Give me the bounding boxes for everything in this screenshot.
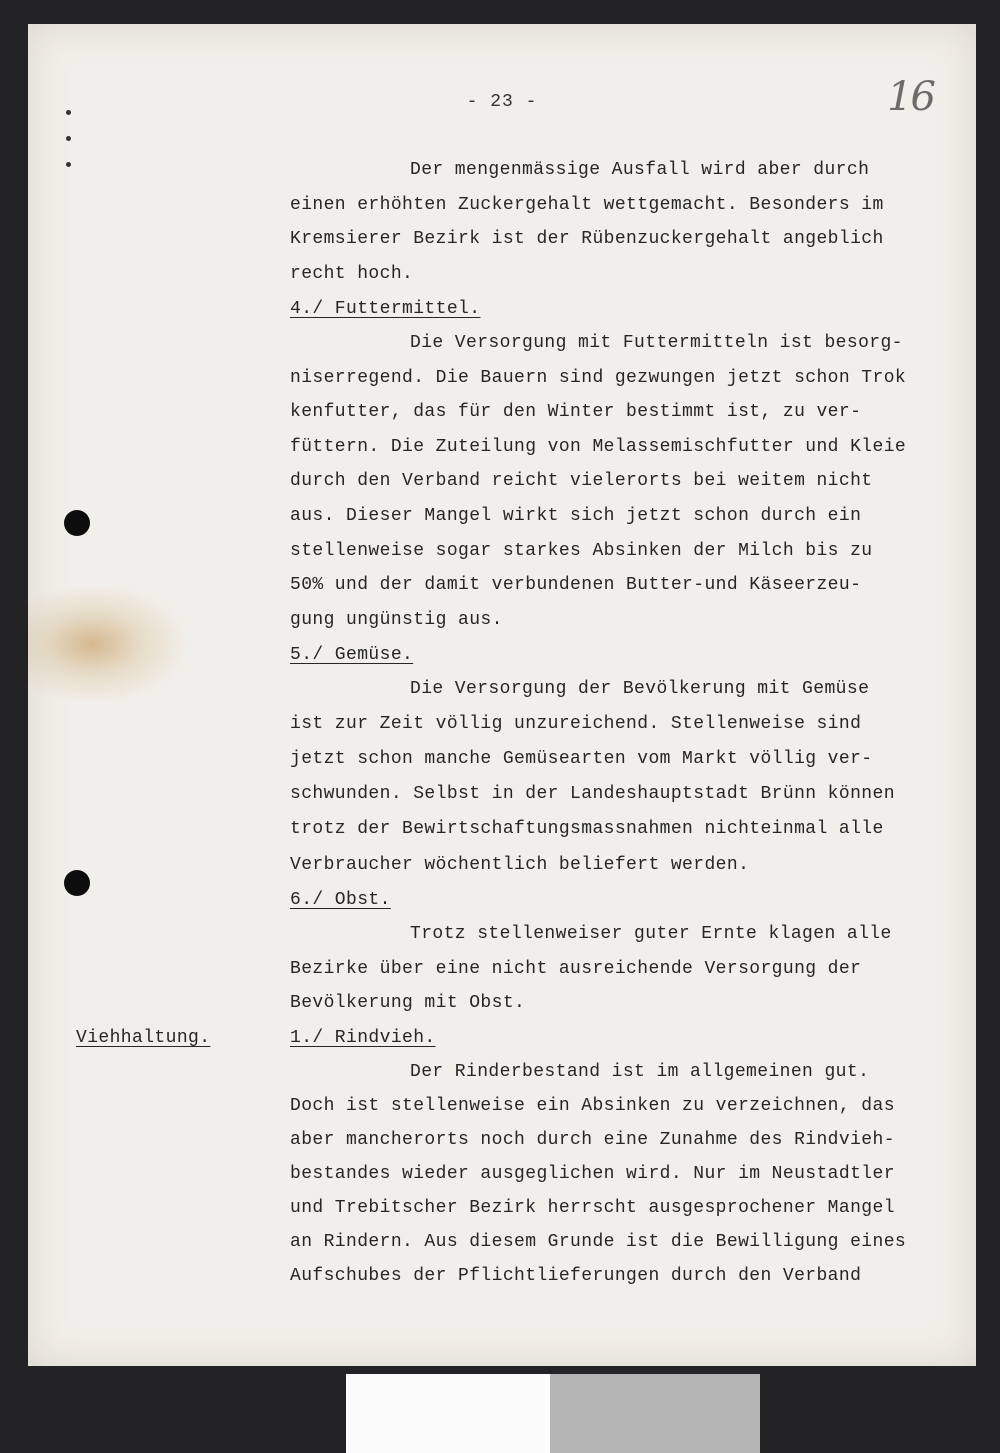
margin-mark bbox=[66, 136, 71, 141]
text-line: aber mancherorts noch durch eine Zunahme des Rindvieh- bbox=[290, 1130, 895, 1150]
text-line: einen erhöhten Zuckergehalt wettgemacht. Besonders im bbox=[290, 195, 884, 215]
section-heading: 1./ Rindvieh. bbox=[290, 1028, 436, 1048]
text-line: Bezirke über eine nicht ausreichende Versorgung der bbox=[290, 959, 862, 979]
text-line: Die Versorgung der Bevölkerung mit Gemüse bbox=[410, 679, 870, 699]
punch-hole bbox=[64, 510, 90, 536]
text-line: Doch ist stellenweise ein Absinken zu verzeichnen, das bbox=[290, 1096, 895, 1116]
text-line: Kremsierer Bezirk ist der Rübenzuckergehalt angeblich bbox=[290, 229, 884, 249]
text-line: durch den Verband reicht vielerorts bei weitem nicht bbox=[290, 471, 873, 491]
water-stain bbox=[28, 584, 188, 704]
margin-mark bbox=[66, 162, 71, 167]
punch-hole bbox=[64, 870, 90, 896]
text-line: Trotz stellenweiser guter Ernte klagen alle bbox=[410, 924, 892, 944]
text-line: stellenweise sogar starkes Absinken der Milch bis zu bbox=[290, 541, 873, 561]
calibration-patch-white bbox=[346, 1374, 550, 1453]
text-line: kenfutter, das für den Winter bestimmt ist, zu ver- bbox=[290, 402, 862, 422]
text-line: gung ungünstig aus. bbox=[290, 610, 503, 630]
margin-heading: Viehhaltung. bbox=[76, 1028, 211, 1048]
text-line: ist zur Zeit völlig unzureichend. Stellenweise sind bbox=[290, 714, 862, 734]
text-line: jetzt schon manche Gemüsearten vom Markt völlig ver- bbox=[290, 749, 873, 769]
text-line: 50% und der damit verbundenen Butter-und Käseerzeu- bbox=[290, 575, 862, 595]
page-number: - 23 - bbox=[466, 92, 538, 112]
text-line: Der mengenmässige Ausfall wird aber durch bbox=[410, 160, 870, 180]
text-line: füttern. Die Zuteilung von Melassemischfutter und Kleie bbox=[290, 437, 907, 457]
text-line: Die Versorgung mit Futtermitteln ist besorg- bbox=[410, 333, 903, 353]
document-page bbox=[28, 24, 976, 1366]
folio-number: 16 bbox=[887, 74, 934, 120]
section-heading: 4./ Futtermittel. bbox=[290, 299, 481, 319]
text-line: Bevölkerung mit Obst. bbox=[290, 993, 526, 1013]
text-line: recht hoch. bbox=[290, 264, 414, 284]
text-line: niserregend. Die Bauern sind gezwungen jetzt schon Trok bbox=[290, 368, 907, 388]
section-heading: 5./ Gemüse. bbox=[290, 645, 414, 665]
text-line: Verbraucher wöchentlich beliefert werden. bbox=[290, 855, 750, 875]
text-line: und Trebitscher Bezirk herrscht ausgesprochener Mangel bbox=[290, 1198, 895, 1218]
text-line: schwunden. Selbst in der Landeshauptstadt Brünn können bbox=[290, 784, 895, 804]
text-line: bestandes wieder ausgeglichen wird. Nur im Neustadtler bbox=[290, 1164, 895, 1184]
section-heading: 6./ Obst. bbox=[290, 890, 391, 910]
text-line: Der Rinderbestand ist im allgemeinen gut. bbox=[410, 1062, 870, 1082]
text-line: trotz der Bewirtschaftungsmassnahmen nichteinmal alle bbox=[290, 819, 884, 839]
calibration-patch-gray bbox=[550, 1374, 760, 1453]
text-line: Aufschubes der Pflichtlieferungen durch den Verband bbox=[290, 1266, 862, 1286]
text-line: an Rindern. Aus diesem Grunde ist die Bewilligung eines bbox=[290, 1232, 907, 1252]
text-line: aus. Dieser Mangel wirkt sich jetzt schon durch ein bbox=[290, 506, 862, 526]
